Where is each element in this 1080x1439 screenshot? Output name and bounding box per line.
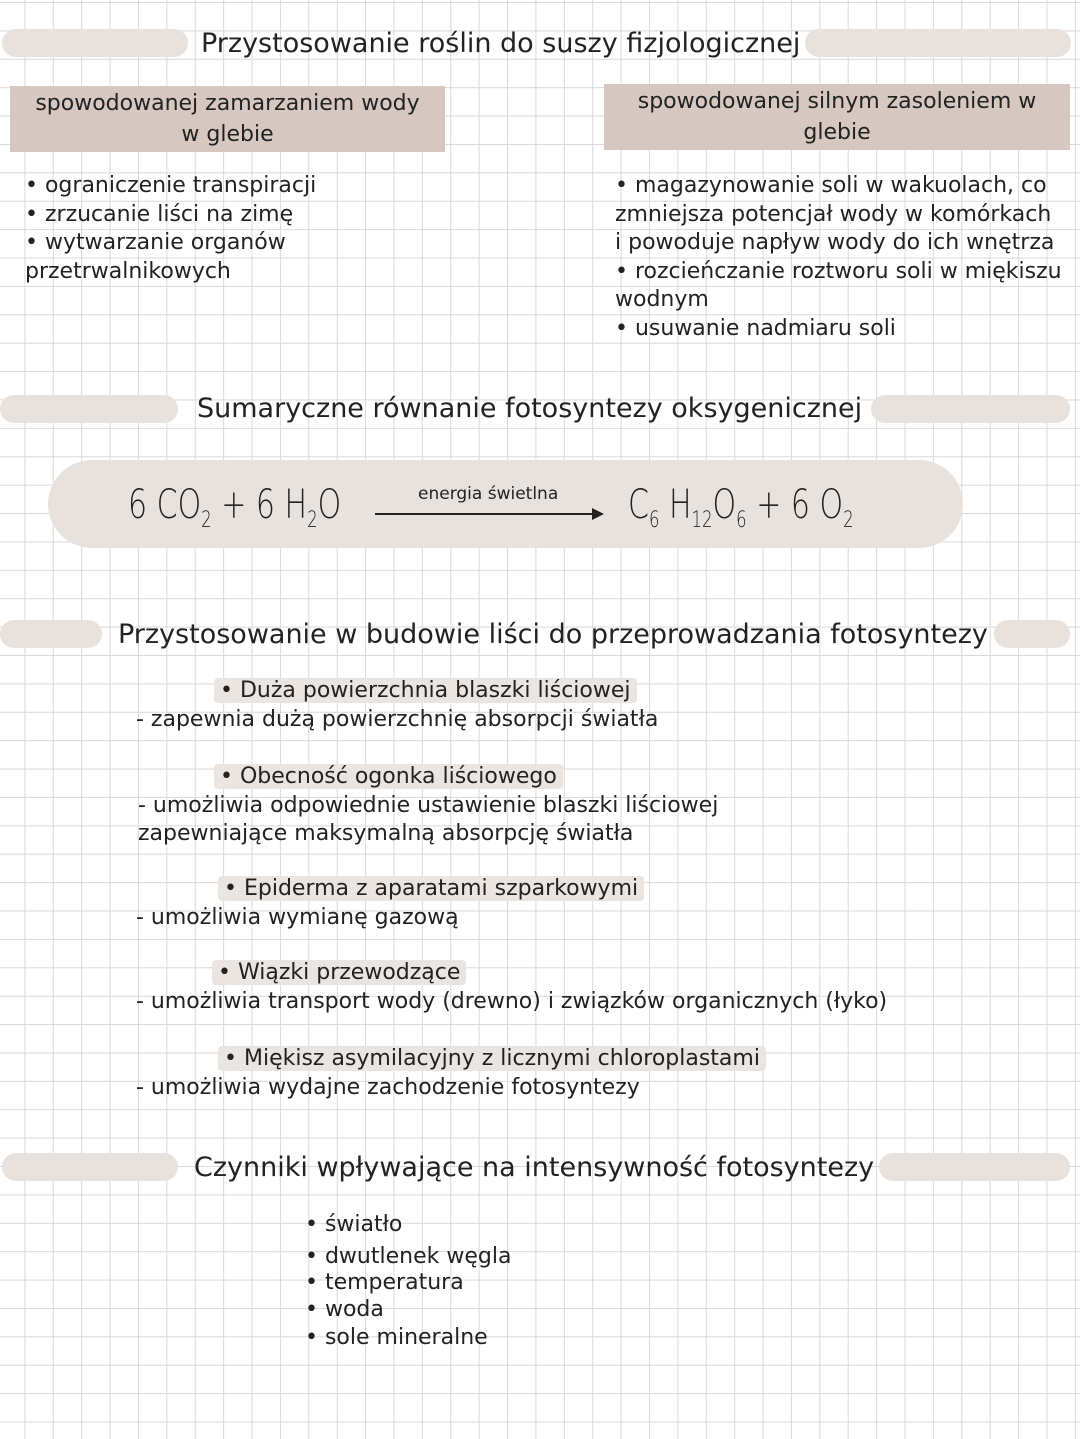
item-desc: - umożliwia wymianę gazową [136, 904, 459, 930]
item-desc: - umożliwia wydajne zachodzenie fotosyntezy [136, 1074, 640, 1100]
right-list [615, 172, 1062, 343]
arrow-head [592, 508, 604, 520]
header-line: glebie [803, 120, 871, 145]
list-item: wodnym [615, 287, 709, 312]
list-item: • temperatura [305, 1270, 464, 1295]
item-head: • Miękisz asymilacyjny z licznymi chloroplastami [218, 1046, 766, 1071]
item-desc: - zapewnia dużą powierzchnię absorpcji światła [136, 706, 659, 732]
leaf-item [136, 1045, 766, 1102]
leaf-item [138, 763, 718, 849]
list-item: • ograniczenie transpiracji [25, 173, 317, 198]
list-item: • zrzucanie liści na zimę [25, 201, 294, 227]
decor-pill [0, 620, 102, 648]
header-line: spowodowanej silnym zasoleniem w [637, 89, 1037, 114]
list-item: • wytwarzanie organów [25, 230, 286, 255]
list-item: • usuwanie nadmiaru soli [615, 315, 896, 341]
item-desc: - umożliwia transport wody (drewno) i związków organicznych (łyko) [136, 988, 888, 1014]
item-head: • Wiązki przewodzące [212, 960, 466, 985]
header-line: w glebie [181, 122, 274, 147]
section-title: Sumaryczne równanie fotosyntezy oksygenicznej [197, 393, 863, 424]
item-desc: zapewniające maksymalną absorpcję światła [138, 821, 634, 846]
decor-pill [871, 395, 1070, 423]
decor-pill [2, 29, 188, 57]
right-header [604, 84, 1070, 150]
decor-pill [0, 395, 178, 423]
equation-products: $C_6$ $H_{12}O_6 + 6$ $O_2$ [628, 482, 854, 533]
section-title: Przystosowanie w budowie liści do przeprowadzania fotosyntezy [118, 619, 988, 650]
arrow-label: energia świetlna [418, 484, 559, 504]
header-line: spowodowanej zamarzaniem wody [35, 91, 420, 116]
list-item: • sole mineralne [305, 1325, 488, 1350]
arrow-icon [375, 513, 597, 515]
factors-list [305, 1211, 511, 1353]
decor-pill [994, 620, 1070, 648]
list-item: i powoduje napływ wody do ich wnętrza [615, 230, 1055, 255]
leaf-item [136, 677, 658, 734]
list-item: • dwutlenek węgla [305, 1243, 512, 1269]
decor-pill [805, 29, 1071, 57]
list-item: • magazynowanie soli w wakuolach, co [615, 173, 1047, 198]
item-head: • Duża powierzchnia blaszki liściowej [214, 678, 637, 703]
decor-pill [2, 1153, 178, 1181]
item-head: • Epiderma z aparatami szparkowymi [218, 876, 644, 901]
left-list [25, 172, 316, 286]
leaf-item [136, 875, 644, 932]
list-item: • rozcieńczanie roztworu soli w miękiszu [615, 258, 1062, 284]
section-title: Czynniki wpływające na intensywność fotosyntezy [194, 1152, 875, 1183]
list-item: przetrwalnikowych [25, 258, 231, 284]
section-title: Przystosowanie roślin do suszy fizjologicznej [201, 28, 801, 59]
list-item: • woda [305, 1296, 384, 1322]
item-head: • Obecność ogonka liściowego [214, 764, 563, 789]
left-header [10, 86, 445, 152]
list-item: zmniejsza potencjał wody w komórkach [615, 201, 1052, 227]
item-desc: - umożliwia odpowiednie ustawienie blaszki liściowej [138, 792, 719, 818]
equation-reactants: 6 $CO_2 + 6$ $H_2O$ [128, 482, 342, 533]
list-item: • światło [305, 1212, 403, 1237]
decor-pill [879, 1153, 1070, 1181]
leaf-item [136, 959, 887, 1016]
